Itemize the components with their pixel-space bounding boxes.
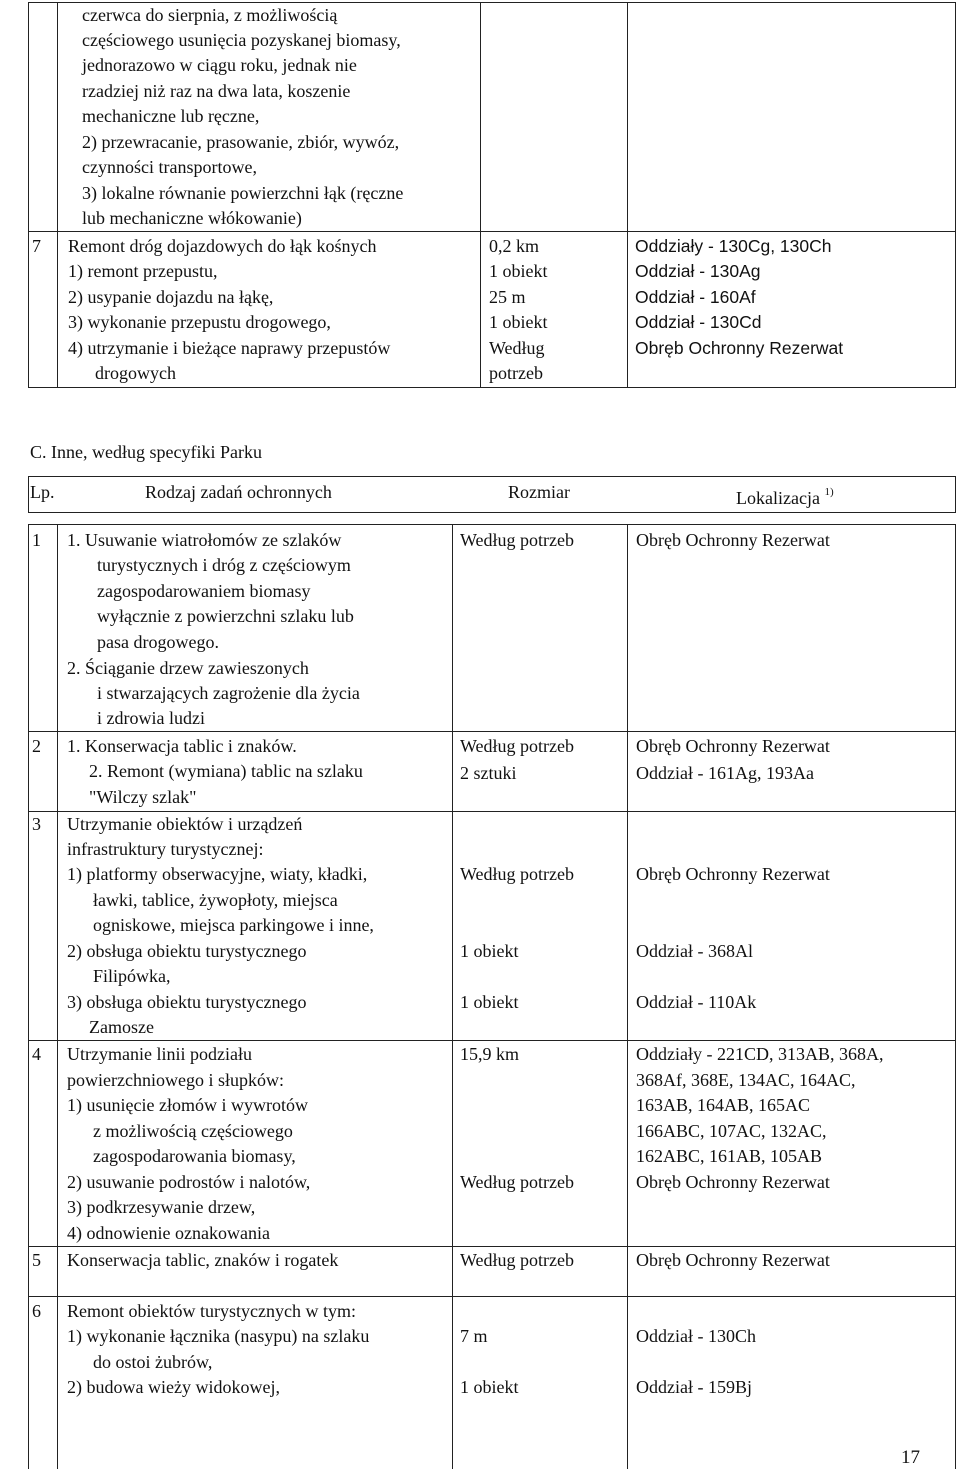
size-text: Według [489,338,545,358]
task-text: pasa drogowego. [97,632,219,652]
footnote-marker: 1) [824,486,834,498]
section-c-row-divider [28,1296,955,1297]
task-text: 1) usunięcie złomów i wywrotów [67,1095,308,1115]
row-number: 1 [32,530,41,550]
task-text: Filipówka, [93,966,171,986]
location-text: Obręb Ochronny Rezerwat [635,338,844,358]
task-text: 1) wykonanie łącznika (nasypu) na szlaku [67,1326,370,1346]
location-text: Obręb Ochronny Rezerwat [636,530,830,550]
size-text: Według potrzeb [460,736,575,756]
task-text: "Wilczy szlak" [89,787,197,807]
header-size: Rozmiar [508,482,570,502]
task-text: 1. Usuwanie wiatrołomów ze szlaków [67,530,342,550]
location-text: Obręb Ochronny Rezerwat [636,864,830,884]
location-text: Obręb Ochronny Rezerwat [636,1250,830,1270]
task-text: 3) obsługa obiektu turystycznego [67,992,307,1012]
table-cell-text: 2) przewracanie, prasowanie, zbiór, wywóz, [82,132,400,152]
row-number: 2 [32,736,41,756]
location-text: Oddziały - 130Cg, 130Ch [635,236,832,256]
task-text: i zdrowia ludzi [97,708,205,728]
task-text: 4) utrzymanie i bieżące naprawy przepustów [68,338,391,358]
size-text: potrzeb [489,363,543,383]
task-text: z możliwością częściowego [93,1121,293,1141]
task-text: ogniskowe, miejsca parkingowe i inne, [93,915,374,935]
section-c-header-bottom-border [28,512,955,513]
upper-table-col-divider [627,2,628,388]
task-text: turystycznych i dróg z częściowym [97,555,351,575]
task-text: Remont obiektów turystycznych w tym: [67,1301,356,1321]
task-text: 2) usypanie dojazdu na łąkę, [68,287,274,307]
upper-table-col-divider [57,2,58,388]
upper-table-bottom-border [28,387,955,388]
row-number: 6 [32,1301,41,1321]
size-text: Według potrzeb [460,1172,575,1192]
size-text: 15,9 km [460,1044,520,1064]
location-text: Oddział - 130Ch [636,1326,756,1346]
task-text: do ostoi żubrów, [93,1352,213,1372]
size-text: Według potrzeb [460,530,575,550]
row-number: 4 [32,1044,41,1064]
task-text: Zamosze [89,1017,154,1037]
task-text: 1. Konserwacja tablic i znaków. [67,736,297,756]
location-text: Oddział - 159Bj [636,1377,752,1397]
table-cell-text: czynności transportowe, [82,157,257,177]
table-cell-text: czerwca do sierpnia, z możliwością [82,5,338,25]
task-text: 1) platformy obserwacyjne, wiaty, kładki, [67,864,368,884]
section-c-header-right-border [955,476,956,513]
location-text: Obręb Ochronny Rezerwat [636,1172,830,1192]
table-cell-text: częściowego usunięcia pozyskanej biomasy, [82,30,401,50]
location-text: Oddział - 368Al [636,941,753,961]
size-text: Według potrzeb [460,1250,575,1270]
header-location-label: Lokalizacja [736,488,820,508]
task-text: Utrzymanie linii podziału [67,1044,252,1064]
task-text: Remont dróg dojazdowych do łąk kośnych [68,236,377,256]
task-text: drogowych [95,363,176,383]
location-text: 163AB, 164AB, 165AC [636,1095,811,1115]
section-c-col-divider [627,524,628,1469]
row-number: 3 [32,814,41,834]
section-c-row-divider [28,1040,955,1041]
task-text: powierzchniowego i słupków: [67,1070,284,1090]
location-text: Obręb Ochronny Rezerwat [636,736,830,756]
size-text: 1 obiekt [489,312,548,332]
row-number: 5 [32,1250,41,1270]
header-location [736,480,834,512]
size-text: 2 sztuki [460,763,517,783]
location-text: Oddziały - 221CD, 313AB, 368A, [636,1044,884,1064]
task-text: 2. Ściąganie drzew zawieszonych [67,658,309,678]
task-text: 2) budowa wieży widokowej, [67,1377,280,1397]
upper-table-right-border [955,2,956,388]
task-text: zagospodarowania biomasy, [93,1146,296,1166]
location-text: 162ABC, 161AB, 105AB [636,1146,823,1166]
task-text: 2. Remont (wymiana) tablic na szlaku [89,761,363,781]
section-c-right-border [955,524,956,1469]
table-cell-text: 3) lokalne równanie powierzchni łąk (ręczne [82,183,404,203]
task-text: Utrzymanie obiektów i urządzeń [67,814,303,834]
task-text: 2) usuwanie podrostów i nalotów, [67,1172,311,1192]
size-text: 7 m [460,1326,488,1346]
table-cell-text: jednorazowo w ciągu roku, jednak nie [82,55,357,75]
task-text: 4) odnowienie oznakowania [67,1223,270,1243]
section-c-heading: C. Inne, według specyfiki Parku [30,442,262,462]
location-text: 368Af, 368E, 134AC, 164AC, [636,1070,856,1090]
size-text: 0,2 km [489,236,540,256]
header-task: Rodzaj zadań ochronnych [145,482,332,502]
task-text: 3) podkrzesywanie drzew, [67,1197,256,1217]
table-cell-text: rzadziej niż raz na dwa lata, koszenie [82,81,351,101]
size-text: 1 obiekt [460,1377,519,1397]
task-text: 2) obsługa obiektu turystycznego [67,941,307,961]
section-c-header-left-border [28,476,29,513]
section-c-col-divider [452,524,453,1469]
task-text: 3) wykonanie przepustu drogowego, [68,312,331,332]
upper-table-left-border [28,2,29,388]
size-text: 1 obiekt [489,261,548,281]
location-text: Oddział - 161Ag, 193Aa [636,763,814,783]
section-c-header-top-border [28,476,955,477]
task-text: Konserwacja tablic, znaków i rogatek [67,1250,339,1270]
size-text: Według potrzeb [460,864,575,884]
page-number: 17 [901,1447,920,1468]
table-cell-text: lub mechaniczne włókowanie) [82,208,302,228]
location-text: Oddział - 110Ak [636,992,757,1012]
table-cell-text: mechaniczne lub ręczne, [82,106,260,126]
location-text: Oddział - 160Af [635,287,756,307]
size-text: 25 m [489,287,526,307]
section-c-left-border [28,524,29,1469]
task-text: infrastruktury turystycznej: [67,839,264,859]
row-number: 7 [32,236,41,256]
section-c-col-divider [57,524,58,1469]
task-text: 1) remont przepustu, [68,261,218,281]
task-text: i stwarzających zagrożenie dla życia [97,683,360,703]
upper-table-col-divider [480,2,481,388]
header-lp: Lp. [30,482,55,502]
size-text: 1 obiekt [460,941,519,961]
task-text: ławki, tablice, żywopłoty, miejsca [93,890,338,910]
location-text: Oddział - 130Cd [635,312,762,332]
task-text: zagospodarowaniem biomasy [97,581,311,601]
location-text: 166ABC, 107AC, 132AC, [636,1121,827,1141]
task-text: wyłącznie z powierzchni szlaku lub [97,606,354,626]
section-c-body-top-border [28,524,955,525]
location-text: Oddział - 130Ag [635,261,761,281]
size-text: 1 obiekt [460,992,519,1012]
